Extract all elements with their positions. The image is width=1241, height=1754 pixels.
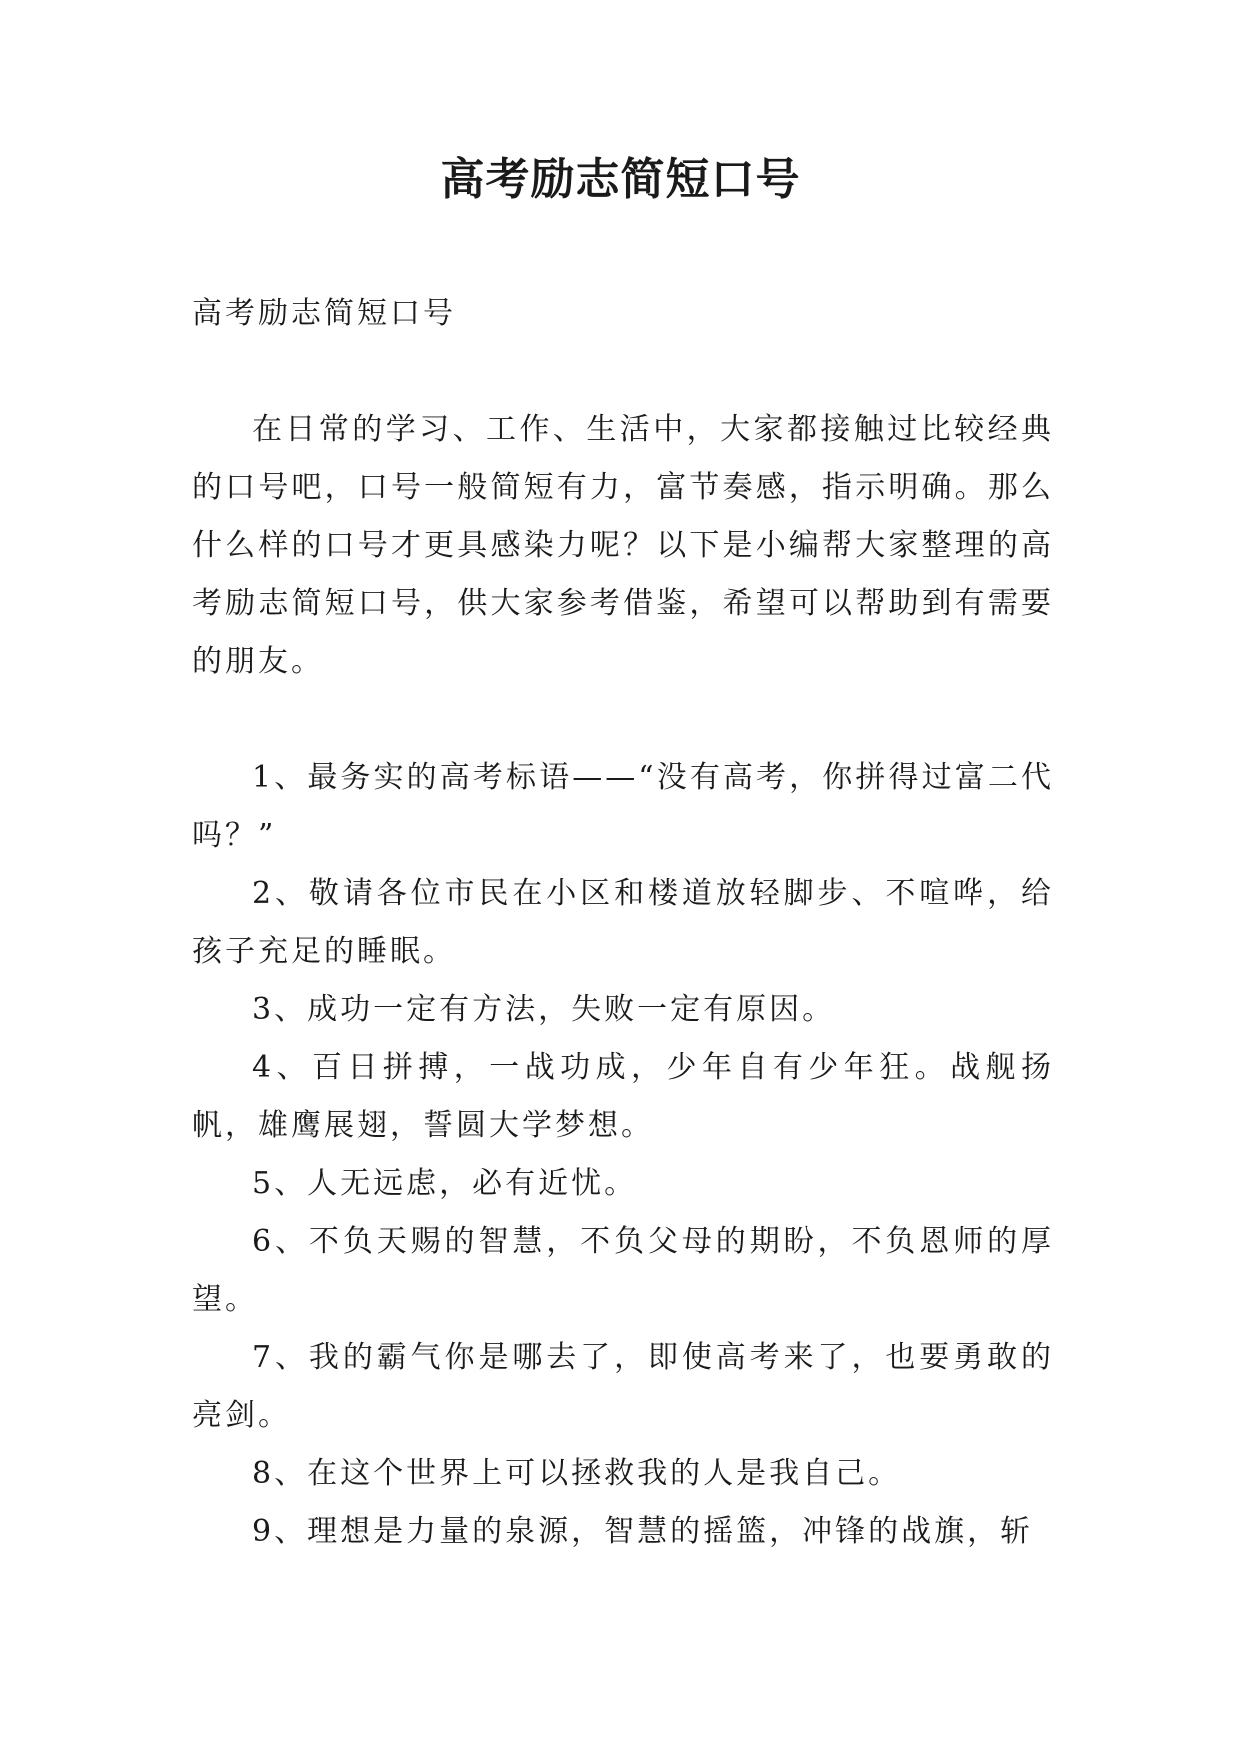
document-subtitle: 高考励志简短口号	[192, 296, 456, 331]
document-title: 高考励志简短口号	[440, 154, 801, 205]
document-body	[192, 285, 1054, 1561]
list-item: 9、理想是力量的泉源，智慧的摇篮，冲锋的战旗，斩	[252, 1514, 1034, 1549]
list-item: 2、敬请各位市民在小区和楼道放轻脚步、不喧哗，给孩子充足的睡眠。	[192, 876, 1054, 969]
list-item: 7、我的霸气你是哪去了，即使高考来了，也要勇敢的亮剑。	[192, 1340, 1054, 1433]
intro-paragraph: 在日常的学习、工作、生活中，大家都接触过比较经典的口号吧，口号一般简短有力，富节奏感，指示明确。那么什么样的口号才更具感染力呢？以下是小编帮大家整理的高考励志简短口号，供大家参考借鉴，希望可以帮助到有需要的朋友。	[192, 412, 1054, 679]
list-item: 3、成功一定有方法，失败一定有原因。	[252, 992, 836, 1027]
list-item: 1、最务实的高考标语——“没有高考，你拼得过富二代吗？”	[192, 760, 1054, 853]
slogan-list	[192, 749, 1054, 1561]
list-item: 5、人无远虑，必有近忧。	[252, 1166, 638, 1201]
list-item: 4、百日拼搏，一战功成，少年自有少年狂。战舰扬帆，雄鹰展翅，誓圆大学梦想。	[192, 1050, 1054, 1143]
list-item: 6、不负天赐的智慧，不负父母的期盼，不负恩师的厚望。	[192, 1224, 1054, 1317]
list-item: 8、在这个世界上可以拯救我的人是我自己。	[252, 1456, 902, 1491]
